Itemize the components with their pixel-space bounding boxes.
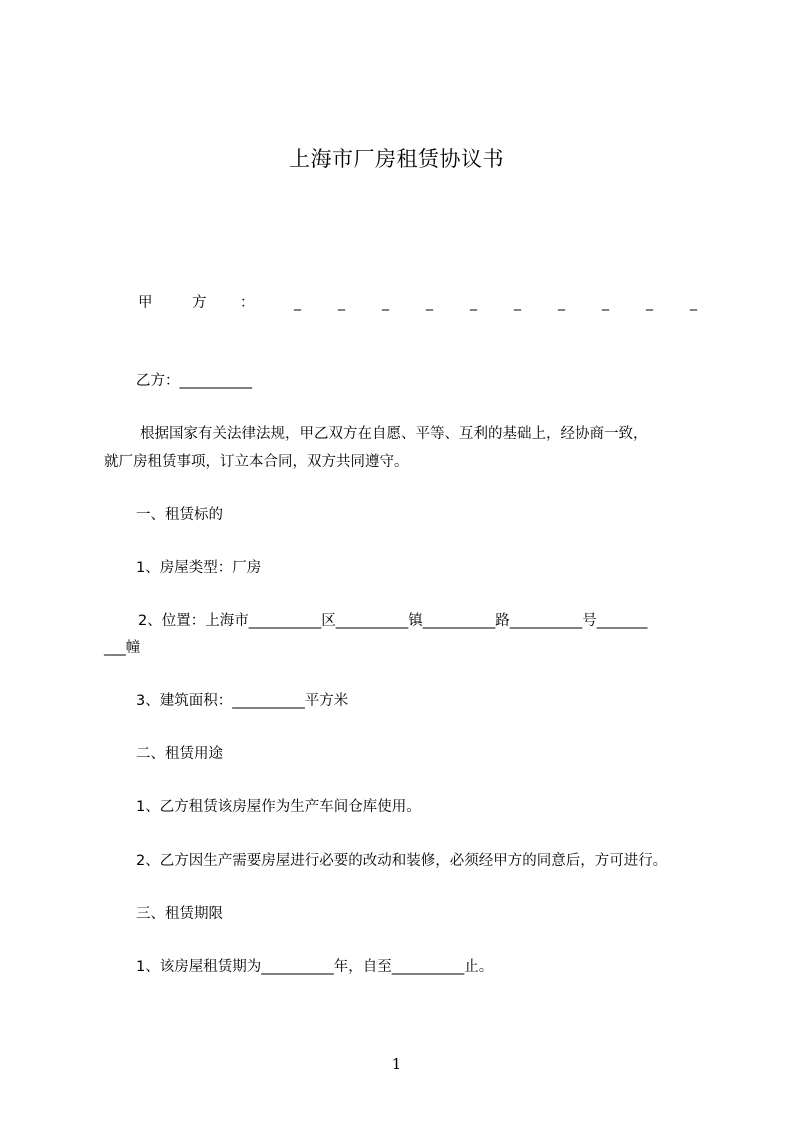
party-a-label-char1: 甲 <box>138 295 153 311</box>
party-a-blank-dash: _ <box>470 295 477 311</box>
clause-usage: 1、乙方租赁该房屋作为生产车间仓库使用。 <box>136 799 421 815</box>
intro-paragraph-line-1: 根据国家有关法律法规，甲乙双方在自愿、平等、互利的基础上，经协商一致， <box>140 426 648 442</box>
clause-renovation: 2、乙方因生产需要房屋进行必要的改动和装修，必须经甲方的同意后，方可进行。 <box>136 853 668 869</box>
party-a-blank-dash: _ <box>338 295 345 311</box>
document-title: 上海市厂房租赁协议书 <box>289 147 504 171</box>
clause-floor-area: 3、建筑面积：__________平方米 <box>136 693 349 709</box>
party-a-blank-dash: _ <box>558 295 565 311</box>
party-a-blank-dash: _ <box>690 295 697 311</box>
party-a-blank-dash: _ <box>514 295 521 311</box>
section-heading-lease-term: 三、租赁期限 <box>136 906 223 922</box>
clause-location-line-2: ___幢 <box>104 640 141 656</box>
intro-paragraph-line-2: 就厂房租赁事项，订立本合同，双方共同遵守。 <box>104 454 409 470</box>
party-a-label-char2: 方 <box>192 295 207 311</box>
party-a-blank-dash: _ <box>426 295 433 311</box>
party-b-line: 乙方：__________ <box>136 373 252 389</box>
party-a-line <box>138 291 708 313</box>
section-heading-lease-purpose: 二、租赁用途 <box>136 746 223 762</box>
party-a-blank-dash: _ <box>646 295 653 311</box>
clause-lease-period: 1、该房屋租赁期为__________年，自至__________止。 <box>136 959 494 975</box>
party-a-colon: ： <box>240 295 255 311</box>
clause-location-line-1: 2、位置：上海市__________区__________镇__________路__________号_______ <box>138 613 648 629</box>
clause-house-type: 1、房屋类型：厂房 <box>136 560 262 576</box>
page-number: 1 <box>391 1055 402 1073</box>
party-a-blank-dash: _ <box>382 295 389 311</box>
party-a-blank-dash: _ <box>602 295 609 311</box>
party-a-blank-dash: _ <box>294 295 301 311</box>
section-heading-lease-subject: 一、租赁标的 <box>136 507 223 523</box>
